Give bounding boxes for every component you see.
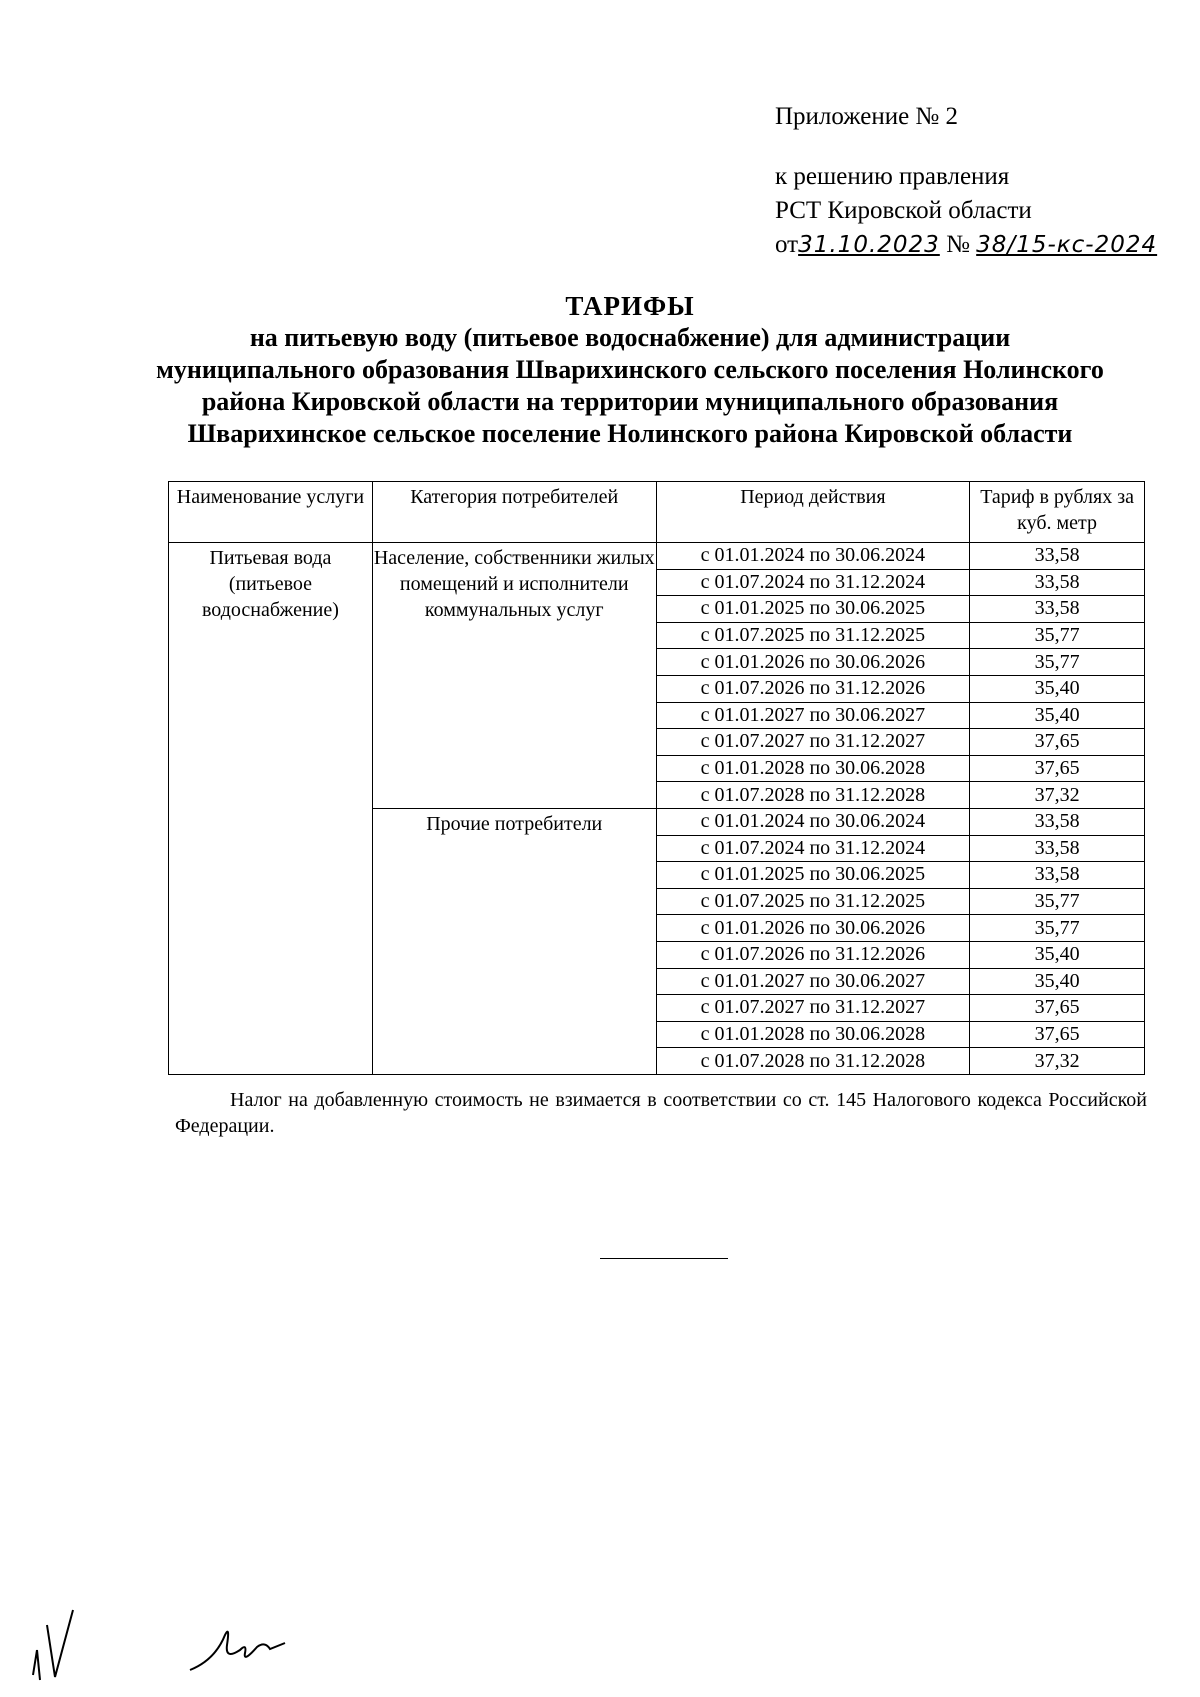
period-cell: с 01.01.2025 по 30.06.2025 (656, 862, 970, 889)
tariff-cell: 35,77 (970, 915, 1145, 942)
header-service: Наименование услуги (169, 482, 373, 543)
period-cell: с 01.01.2024 по 30.06.2024 (656, 808, 970, 835)
period-cell: с 01.07.2028 по 31.12.2028 (656, 782, 970, 809)
period-cell: с 01.01.2028 по 30.06.2028 (656, 1021, 970, 1048)
initials-signature-mark (25, 1605, 85, 1685)
appendix-line1: к решению правления (775, 163, 1010, 190)
handwritten-decision-number: 38/15-кс-2024 (976, 232, 1158, 258)
document-subtitle: на питьевую воду (питьевое водоснабжение) для администрации муниципального образования Шварихинского сельского поселения Нолинского района Кировской области на территории муниципального образования Шварихинское сельское поселение Нолинского района Кировской области (156, 323, 1104, 448)
tariff-cell: 35,77 (970, 888, 1145, 915)
document-title: ТАРИФЫ (565, 291, 695, 321)
tariff-cell: 37,65 (970, 729, 1145, 756)
period-cell: с 01.07.2027 по 31.12.2027 (656, 995, 970, 1022)
header-tariff: Тариф в рублях за куб. метр (970, 482, 1145, 543)
period-cell: с 01.01.2026 по 30.06.2026 (656, 649, 970, 676)
appendix-date-line (775, 228, 1157, 262)
document-heading (150, 290, 1110, 450)
period-cell: с 01.07.2026 по 31.12.2026 (656, 941, 970, 968)
period-cell: с 01.07.2026 по 31.12.2026 (656, 675, 970, 702)
table-header-row (169, 482, 1145, 543)
appendix-block (775, 100, 1157, 262)
tariff-cell: 33,58 (970, 808, 1145, 835)
date-prefix: от (775, 231, 799, 258)
tariff-cell: 37,32 (970, 1048, 1145, 1075)
tariff-cell: 33,58 (970, 569, 1145, 596)
period-cell: с 01.01.2026 по 30.06.2026 (656, 915, 970, 942)
number-prefix: № (946, 231, 970, 258)
tariff-cell: 35,77 (970, 622, 1145, 649)
period-cell: с 01.01.2027 по 30.06.2027 (656, 968, 970, 995)
period-cell: с 01.01.2028 по 30.06.2028 (656, 755, 970, 782)
period-cell: с 01.07.2024 по 31.12.2024 (656, 569, 970, 596)
period-cell: с 01.07.2028 по 31.12.2028 (656, 1048, 970, 1075)
tariff-cell: 35,40 (970, 941, 1145, 968)
tariff-cell: 33,58 (970, 596, 1145, 623)
header-period: Период действия (656, 482, 970, 543)
tariff-cell: 35,40 (970, 675, 1145, 702)
appendix-number: Приложение № 2 (775, 103, 959, 130)
handwritten-date: 31.10.2023 (798, 232, 940, 258)
divider-line (600, 1258, 728, 1259)
period-cell: с 01.01.2025 по 30.06.2025 (656, 596, 970, 623)
period-cell: с 01.01.2024 по 30.06.2024 (656, 543, 970, 570)
table-row (169, 543, 1145, 570)
tariff-cell: 37,65 (970, 995, 1145, 1022)
category-cell: Прочие потребители (372, 808, 656, 1074)
tariff-cell: 37,65 (970, 1021, 1145, 1048)
tariff-cell: 33,58 (970, 862, 1145, 889)
tariff-cell: 35,77 (970, 649, 1145, 676)
period-cell: с 01.07.2024 по 31.12.2024 (656, 835, 970, 862)
period-cell: с 01.01.2027 по 30.06.2027 (656, 702, 970, 729)
tariff-cell: 33,58 (970, 835, 1145, 862)
signature-mark (185, 1625, 295, 1675)
tariff-cell: 37,65 (970, 755, 1145, 782)
period-cell: с 01.07.2025 по 31.12.2025 (656, 888, 970, 915)
category-cell: Население, собственники жилых помещений и исполнители коммунальных услуг (372, 543, 656, 809)
period-cell: с 01.07.2027 по 31.12.2027 (656, 729, 970, 756)
tariff-cell: 35,40 (970, 968, 1145, 995)
service-name-cell: Питьевая вода (питьевое водоснабжение) (169, 543, 373, 1075)
header-category: Категория потребителей (372, 482, 656, 543)
vat-note: Налог на добавленную стоимость не взимается в соответствии со ст. 145 Налогового кодекса Российской Федерации. (175, 1089, 1147, 1137)
period-cell: с 01.07.2025 по 31.12.2025 (656, 622, 970, 649)
tariff-cell: 35,40 (970, 702, 1145, 729)
tariff-cell: 37,32 (970, 782, 1145, 809)
tariff-cell: 33,58 (970, 543, 1145, 570)
appendix-line2: РСТ Кировской области (775, 197, 1032, 224)
tariff-table (168, 481, 1145, 1075)
